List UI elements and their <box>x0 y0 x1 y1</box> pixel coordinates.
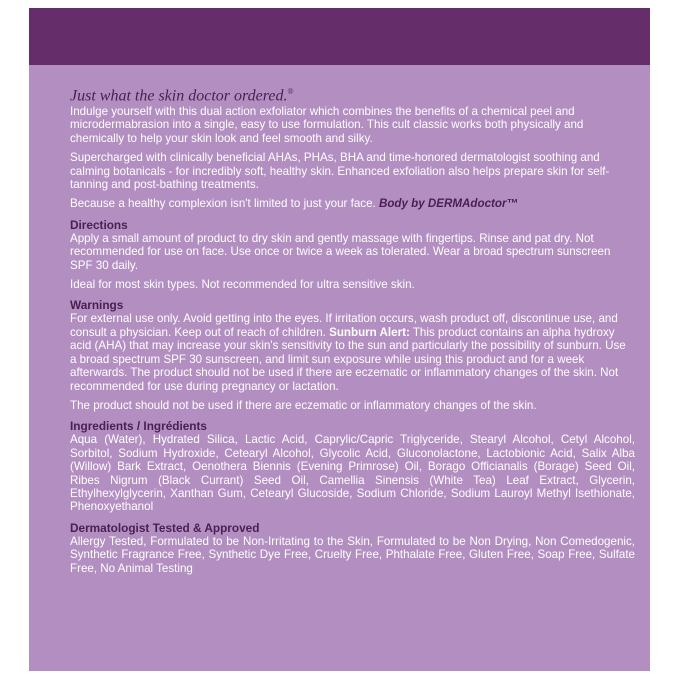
warnings-text-after: This product contains an alpha hydroxy acid (AHA) that may increase your skin's sensitivity to the sun and particularly the possibility of sunburn. Use a broad spectrum SPF 30 sunscreen, and limit sun exposure while using this product and for a week afterwards. The product should not be used if there are eczematic or inflammatory changes of the skin. Not recommended for use during pregnancy or lactation. <box>70 325 626 393</box>
sunburn-alert-label: Sunburn Alert: <box>329 325 410 339</box>
intro-paragraph-2: Supercharged with clinically beneficial AHAs, PHAs, BHA and time-honored dermatologist soothing and calming botanicals - for incredibly soft, healthy skin. Enhanced exfoliation also helps prepare skin for self-tanning and post-bathing treatments. <box>70 151 610 192</box>
ingredients-text: Aqua (Water), Hydrated Silica, Lactic Acid, Caprylic/Capric Triglyceride, Stearyl Alcohol, Cetyl Alcohol, Sorbitol, Sodium Hydroxide, Cetearyl Alcohol, Glycolic Acid, Gluconolactone, Lactobionic Acid, Salix Alba (Willow) Bark Extract, Oenothera Biennis (Evening Primrose) Oil, Borago Officianalis (Borage) Seed Oil, Ribes Nigrum (Black Currant) Seed Oil, Camellia Sinensis (White Tea) Leaf Extract, Glycerin, Ethylhexylglycerin, Xanthan Gum, Cetearyl Glucoside, Sodium Chloride, Sodium Lauroyl Methyl Isethionate, Phenoxyethanol <box>70 433 635 514</box>
top-color-band <box>29 8 650 65</box>
warnings-heading: Warnings <box>70 298 124 313</box>
tested-heading: Dermatologist Tested & Approved <box>70 520 260 535</box>
warnings-text-before: For external use only. Avoid getting into the eyes. If irritation occurs, wash product off, discontinue use, and consult a physician. Keep out of reach of children. <box>70 312 618 339</box>
closing-text: Because a healthy complexion isn't limited to just your face. <box>70 197 379 211</box>
tagline <box>70 82 610 106</box>
warnings-note: The product should not be used if there are eczematic or inflammatory changes of the skin. <box>70 398 537 412</box>
warnings-text <box>70 312 635 392</box>
intro-paragraph-1: Indulge yourself with this dual action exfoliator which combines the benefits of a chemical peel and microdermabrasion into a single, easy to use formulation. This cult classic works both physically and chemically to help your skin look and feel smooth and silky. <box>70 105 584 145</box>
directions-note: Ideal for most skin types. Not recommended for ultra sensitive skin. <box>70 278 415 292</box>
product-info-panel <box>29 8 650 671</box>
brand-name: Body by DERMAdoctor™ <box>378 197 519 211</box>
directions-heading: Directions <box>70 217 128 232</box>
tested-text: Allergy Tested, Formulated to be Non-Irritating to the Skin, Formulated to be Non Drying, Non Comedogenic, Synthetic Fragrance Free, Synthetic Dye Free, Cruelty Free, Phthalate Free, Gluten Free, Soap Free, Sulfate Free, No Animal Testing <box>70 534 635 575</box>
registered-mark: ® <box>287 87 294 96</box>
tagline-text: Just what the skin doctor ordered. <box>70 87 288 105</box>
description-content <box>70 105 635 581</box>
ingredients-heading: Ingredients / Ingrédients <box>70 419 207 434</box>
directions-text: Apply a small amount of product to dry skin and gently massage with fingertips. Rinse and pat dry. Not recommended for use on face. Use once or twice a week as tolerated. Wear a broad spectrum sunscreen SPF 30 daily. <box>70 231 611 272</box>
closing-line <box>70 197 635 210</box>
